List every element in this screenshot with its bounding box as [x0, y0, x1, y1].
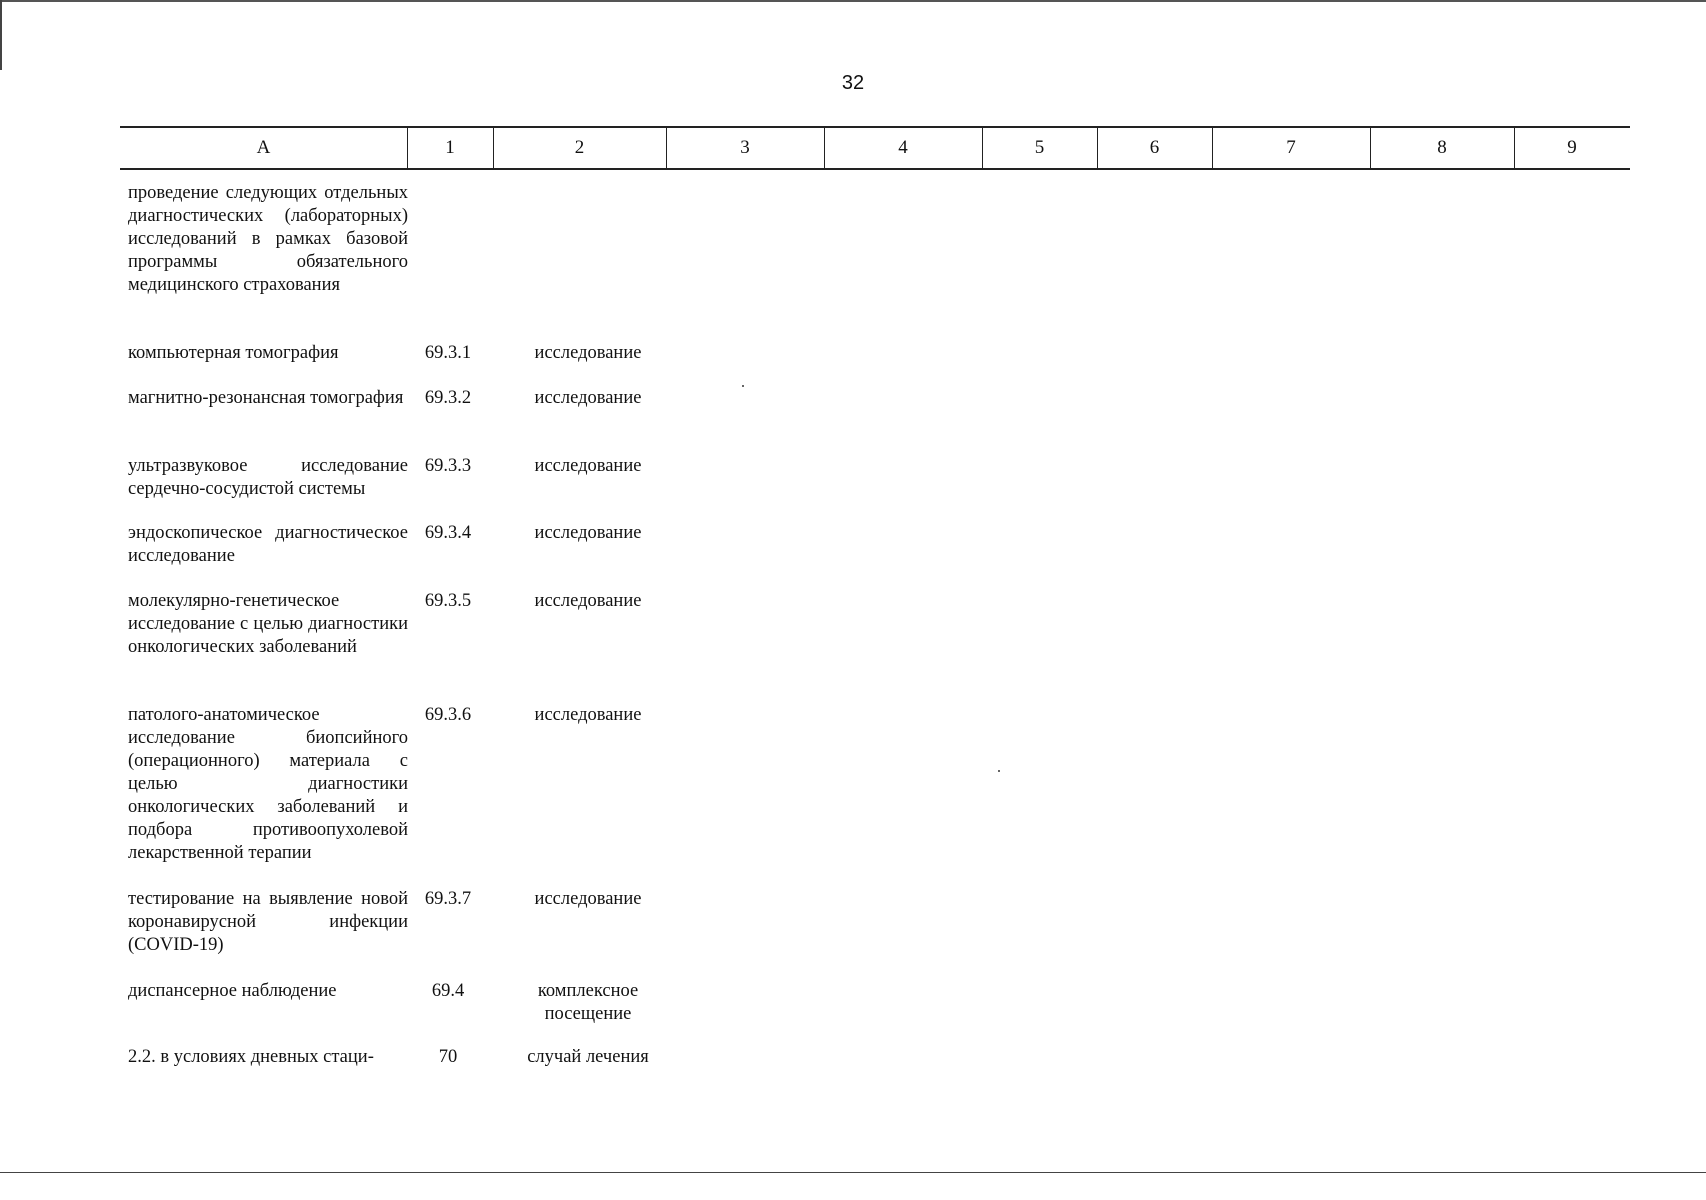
header-col-2: 2	[574, 137, 585, 158]
row-code: 69.3.5	[424, 591, 472, 611]
row-code: 69.3.2	[424, 388, 472, 408]
row-code: 69.3.7	[424, 889, 472, 909]
row-description: диспансерное наблюдение	[128, 981, 337, 1001]
header-bottom-rule	[120, 168, 1630, 170]
row-code: 69.3.1	[424, 343, 472, 363]
scan-edge-left	[0, 0, 2, 70]
row-description: магнитно-резонансная томография	[128, 388, 404, 408]
row-unit: исследование	[534, 343, 642, 363]
row-code: 69.4	[431, 981, 465, 1001]
header-col-1: 1	[445, 137, 455, 158]
row-description: патолого-анатомическое исследование биопсийного (операционного) материала с целью диагностики онкологических заболеваний и подбора противоопухолевой лекарственной терапии	[128, 705, 408, 863]
row-description: тестирование на выявление новой коронавирусной инфекции (COVID-19)	[128, 889, 408, 955]
row-description: компьютерная томография	[128, 343, 339, 363]
header-col-8: 8	[1437, 137, 1447, 158]
row-unit: исследование	[534, 591, 642, 611]
row-unit: исследование	[534, 705, 642, 725]
header-col-7: 7	[1286, 137, 1296, 158]
scan-edge-top	[0, 0, 1706, 2]
row-description: 2.2. в условиях дневных стаци-	[128, 1047, 374, 1067]
header-col-9: 9	[1567, 137, 1577, 158]
row-description: молекулярно-генетическое исследование с целью диагностики онкологических заболеваний	[128, 591, 408, 657]
page-number: 32	[841, 72, 865, 94]
header-col-6: 6	[1149, 137, 1160, 158]
row-code: 69.3.6	[424, 705, 472, 725]
row-code: 69.3.3	[424, 456, 472, 476]
row-unit: исследование	[534, 456, 642, 476]
scan-speck	[742, 385, 744, 387]
header-col-4: 4	[898, 137, 908, 158]
scan-speck	[998, 770, 1000, 772]
header-col-a: А	[256, 137, 271, 158]
row-description: ультразвуковое исследование сердечно-сосудистой системы	[128, 456, 408, 499]
row-code: 70	[438, 1047, 458, 1067]
row-description: эндоскопическое диагностическое исследование	[128, 523, 408, 566]
row-code: 69.3.4	[424, 523, 472, 543]
row-unit: исследование	[534, 889, 642, 909]
row-unit: исследование	[534, 388, 642, 408]
row-description: проведение следующих отдельных диагностических (лабораторных) исследований в рамках базовой программы обязательного медицинского страхования	[128, 183, 408, 295]
scan-bottom-rule	[0, 1172, 1706, 1173]
header-col-3: 3	[740, 137, 750, 158]
row-unit: случай лечения	[527, 1047, 649, 1067]
header-col-5: 5	[1034, 137, 1045, 158]
row-unit: комплексное посещение	[537, 981, 639, 1024]
row-unit: исследование	[534, 523, 642, 543]
